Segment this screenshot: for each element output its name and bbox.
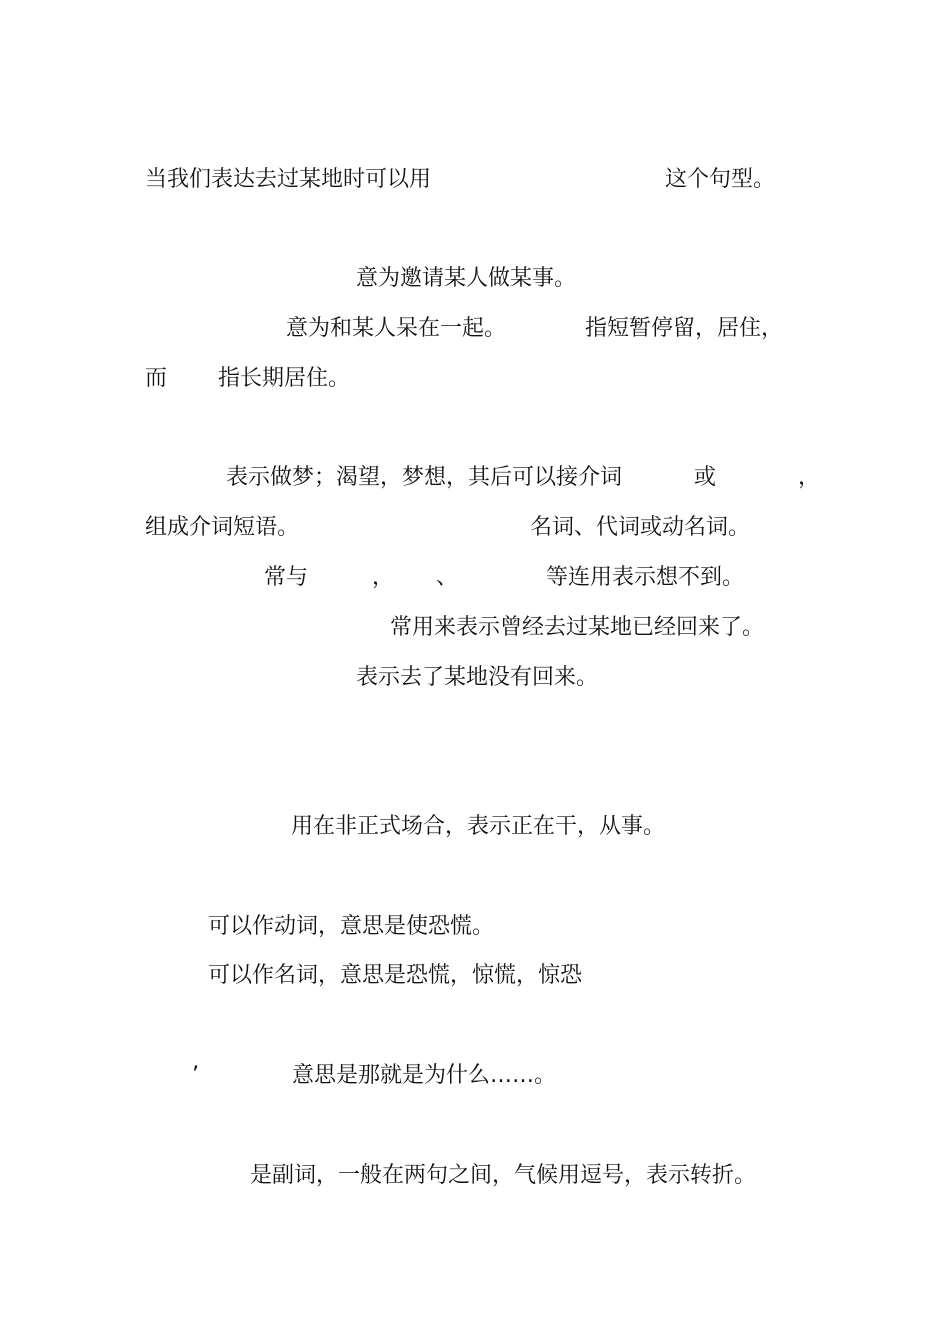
text-line: 这个句型。: [665, 167, 776, 192]
text-line: 意思是那就是为什么……。: [292, 1063, 557, 1088]
text-line: 意为和某人呆在一起。: [286, 316, 507, 341]
text-line: 当我们表达去过某地时可以用: [145, 167, 432, 192]
text-line: 表示做梦；渴望，梦想，其后可以接介词: [226, 465, 623, 490]
text-line: 表示去了某地没有回来。: [356, 665, 599, 690]
text-line: 是副词，一般在两句之间，气候用逗号，表示转折。: [250, 1163, 757, 1188]
text-line: 常与: [264, 565, 309, 590]
text-line: 名词、代词或动名词。: [530, 515, 751, 540]
text-line: ’: [192, 1063, 199, 1088]
text-line: ，: [798, 465, 821, 490]
text-line: 指短暂停留，居住，: [585, 316, 784, 341]
text-line: ，: [372, 565, 395, 590]
text-line: 组成介词短语。: [145, 515, 300, 540]
text-line: 可以作名词，意思是恐慌，惊慌，惊恐: [208, 963, 583, 988]
text-line: 而: [145, 366, 168, 391]
text-line: 等连用表示想不到。: [546, 565, 745, 590]
text-line: 可以作动词，意思是使恐慌。: [208, 914, 495, 939]
text-line: 意为邀请某人做某事。: [356, 266, 577, 291]
text-line: 或: [694, 465, 717, 490]
text-line: 用在非正式场合，表示正在干，从事。: [291, 814, 666, 839]
text-line: 、: [436, 565, 459, 590]
text-line: 常用来表示曾经去过某地已经回来了。: [390, 615, 765, 640]
text-line: 指长期居住。: [218, 366, 351, 391]
